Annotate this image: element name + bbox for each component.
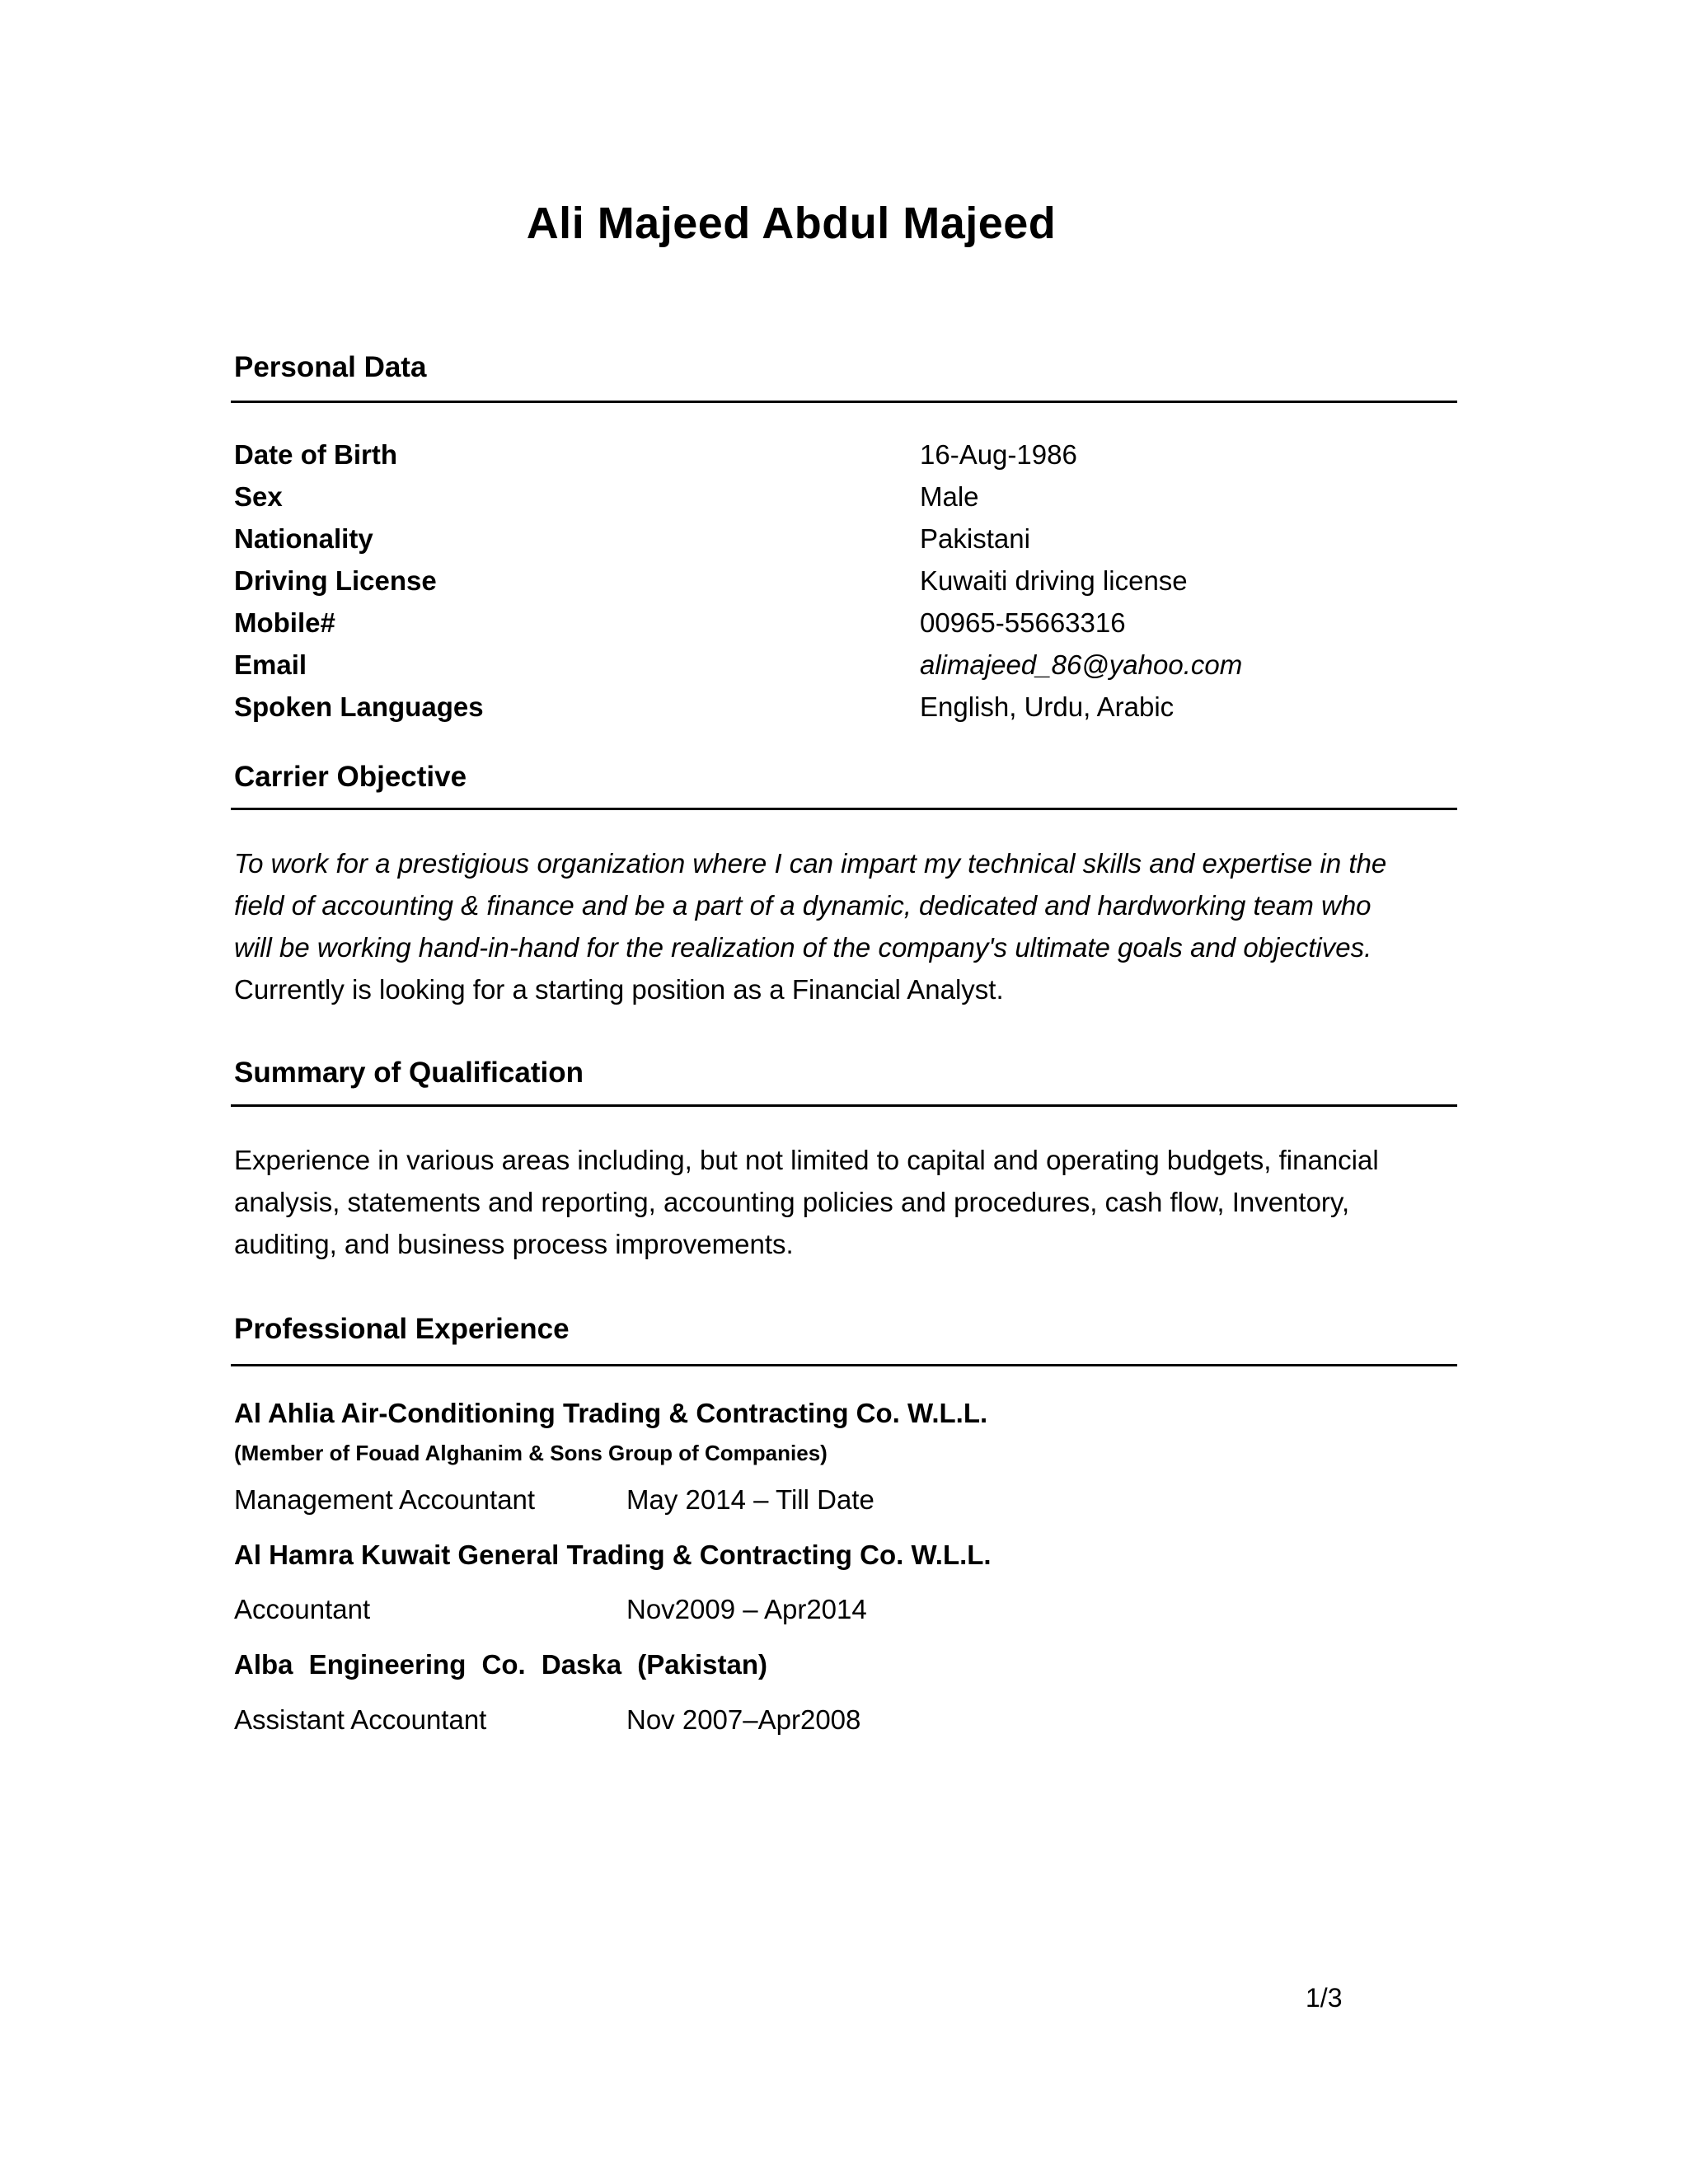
page-number: 1/3 xyxy=(1306,1983,1343,2013)
job-role: Accountant xyxy=(234,1594,371,1624)
job-role: Assistant Accountant xyxy=(234,1704,487,1735)
personal-data-label: Sex xyxy=(234,481,283,512)
job-company: Al Hamra Kuwait General Trading & Contracting Co. W.L.L. xyxy=(234,1540,992,1570)
section-heading-summary: Summary of Qualification xyxy=(234,1057,584,1089)
personal-data-label: Driving License xyxy=(234,565,437,596)
job-company: Al Ahlia Air-Conditioning Trading & Contracting Co. W.L.L. xyxy=(234,1398,988,1428)
personal-data-label: Mobile# xyxy=(234,607,335,638)
personal-data-value: Kuwaiti driving license xyxy=(920,565,1188,596)
summary-text-block xyxy=(234,1139,1437,1265)
objective-current: Currently is looking for a starting position as a Financial Analyst. xyxy=(234,974,1004,1005)
section-divider xyxy=(231,1364,1457,1366)
personal-data-value: English, Urdu, Arabic xyxy=(920,691,1175,722)
objective-text: To work for a prestigious organization where I can impart my technical skills and expertise in the field of accounting & finance and be a part of a dynamic, dedicated and hardworking team who will be working hand-in-hand for the realization of the company's ultimate goals and objectives. xyxy=(234,848,1387,963)
job-period: Nov2009 – Apr2014 xyxy=(626,1594,867,1624)
personal-data-label: Date of Birth xyxy=(234,439,397,470)
personal-data-label: Nationality xyxy=(234,523,373,554)
section-divider xyxy=(231,401,1457,403)
email-value: alimajeed_86@yahoo.com xyxy=(920,649,1243,680)
objective-text-block xyxy=(234,842,1404,1010)
section-heading-personal-data: Personal Data xyxy=(234,351,427,383)
job-role: Management Accountant xyxy=(234,1484,536,1515)
section-divider xyxy=(231,1104,1457,1107)
personal-data-label: Spoken Languages xyxy=(234,691,484,722)
personal-data-value: 00965-55663316 xyxy=(920,607,1126,638)
personal-data-value: Pakistani xyxy=(920,523,1030,554)
resume-name: Ali Majeed Abdul Majeed xyxy=(526,199,1057,248)
job-period: May 2014 – Till Date xyxy=(626,1484,874,1515)
job-company-note: (Member of Fouad Alghanim & Sons Group of Companies) xyxy=(234,1441,828,1465)
job-company: Alba Engineering Co. Daska (Pakistan) xyxy=(234,1649,767,1680)
personal-data-value: Male xyxy=(920,481,979,512)
section-divider xyxy=(231,808,1457,810)
section-heading-objective: Carrier Objective xyxy=(234,761,467,793)
personal-data-label: Email xyxy=(234,649,307,680)
job-period: Nov 2007–Apr2008 xyxy=(626,1704,861,1735)
personal-data-value: 16-Aug-1986 xyxy=(920,439,1077,470)
section-heading-experience: Professional Experience xyxy=(234,1313,570,1345)
summary-text: Experience in various areas including, but not limited to capital and operating budgets, financial analysis, statements and reporting, accounting policies and procedures, cash flow, Inventory, auditing, and business process improvements. xyxy=(234,1145,1379,1259)
